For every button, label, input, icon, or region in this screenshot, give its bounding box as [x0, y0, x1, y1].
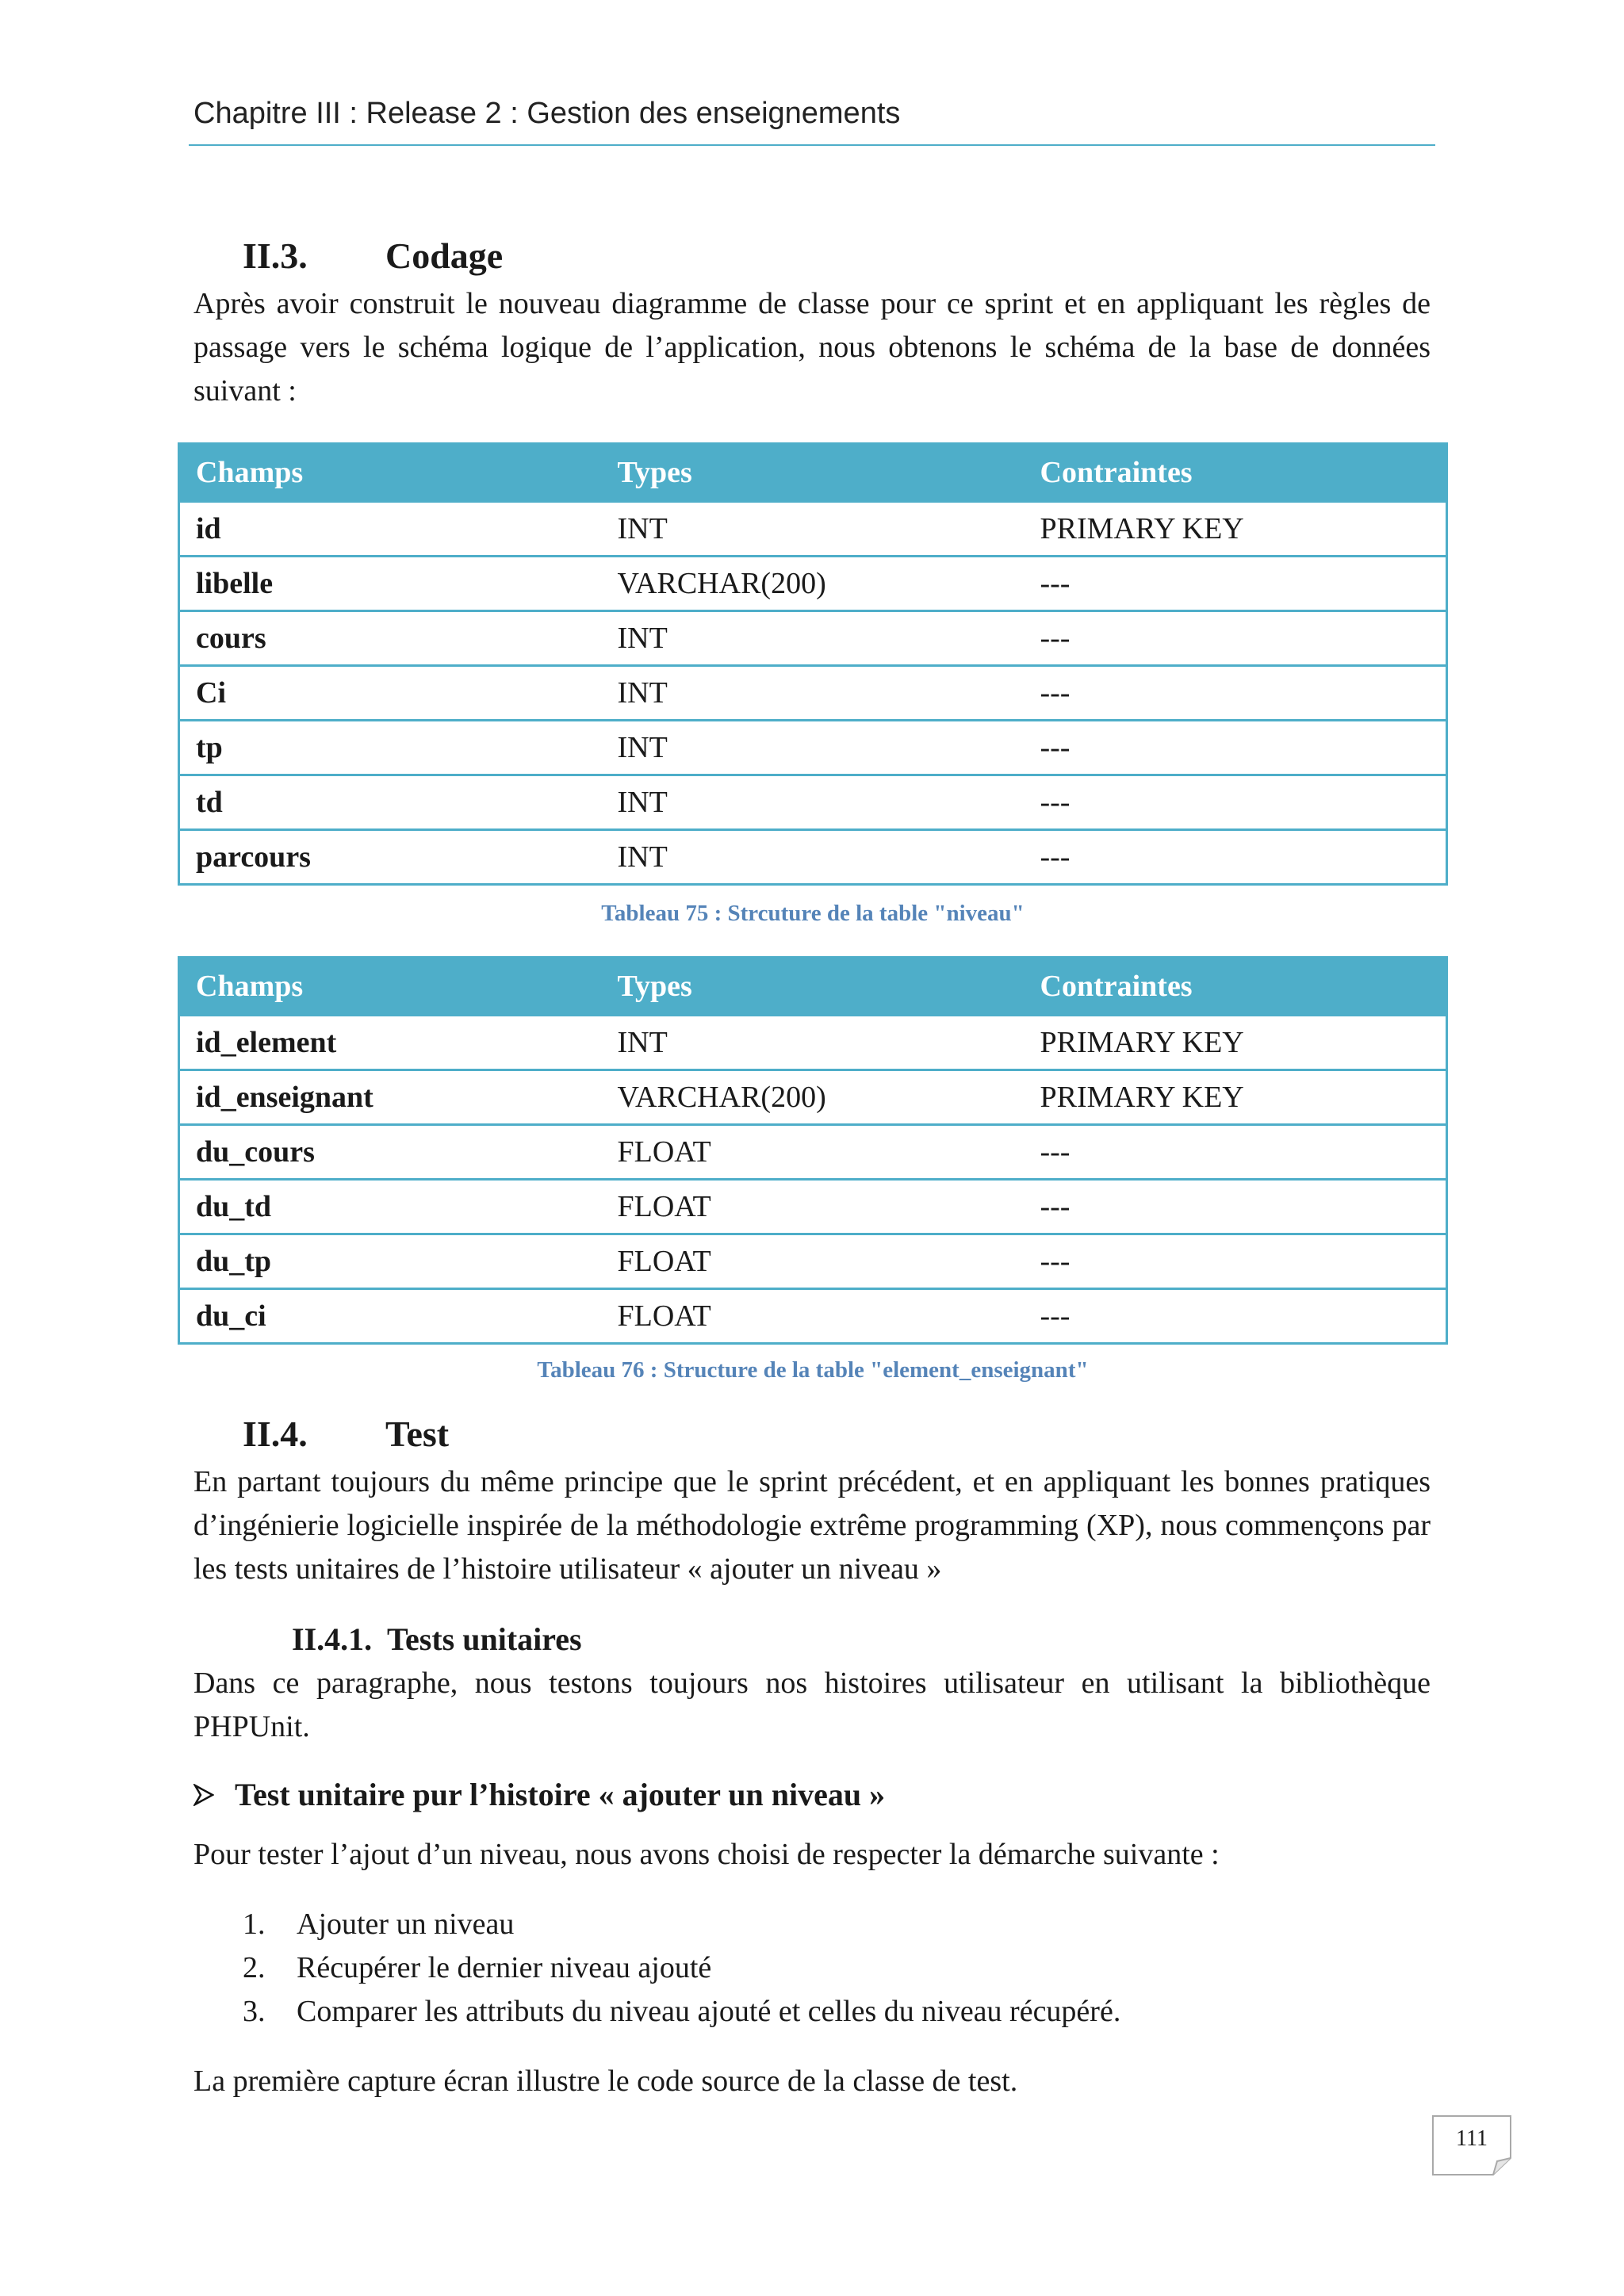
test-paragraph: En partant toujours du même principe que le sprint précédent, et en appliquant les bonnes pratiques d’ingénierie logicielle inspirée de la méthodologie extrême programming (XP), nous commençons par les tests unitaires de l’histoire utilisateur « ajouter un niveau »	[193, 1465, 1431, 1586]
table-row	[179, 611, 1447, 666]
table-row	[179, 775, 1447, 830]
section-heading-test	[243, 1413, 449, 1455]
running-header: Chapitre III : Release 2 : Gestion des enseignements	[193, 97, 901, 130]
field-constraint: ---	[1025, 666, 1447, 721]
field-name: du_tp	[179, 1234, 602, 1289]
field-constraint: ---	[1025, 721, 1447, 775]
field-constraint: ---	[1025, 1289, 1447, 1344]
field-type: FLOAT	[602, 1289, 1025, 1344]
table-row	[179, 1289, 1447, 1344]
table-header-row	[179, 958, 1447, 1016]
field-type: INT	[602, 502, 1025, 557]
field-constraint: PRIMARY KEY	[1025, 1016, 1447, 1070]
list-item	[243, 1903, 1120, 1946]
column-header: Champs	[179, 444, 602, 502]
field-constraint: ---	[1025, 611, 1447, 666]
column-header: Types	[602, 958, 1025, 1016]
codage-paragraph: Après avoir construit le nouveau diagramme de classe pour ce sprint et en appliquant les règles de passage vers le schéma logique de l’application, nous obtenons le schéma de la base de données suivant :	[193, 287, 1431, 408]
closing-paragraph: La première capture écran illustre le code source de la classe de test.	[193, 2064, 1018, 2098]
step-text: Récupérer le dernier niveau ajouté	[297, 1951, 712, 1984]
steps-list	[243, 1903, 1120, 2034]
field-constraint: ---	[1025, 830, 1447, 885]
step-number: 1.	[243, 1908, 266, 1941]
table-row	[179, 557, 1447, 611]
field-name: cours	[179, 611, 602, 666]
field-type: INT	[602, 1016, 1025, 1070]
field-constraint: PRIMARY KEY	[1025, 1070, 1447, 1125]
column-header: Champs	[179, 958, 602, 1016]
field-type: INT	[602, 830, 1025, 885]
table-row	[179, 721, 1447, 775]
field-type: VARCHAR(200)	[602, 557, 1025, 611]
field-name: tp	[179, 721, 602, 775]
demarche-intro: Pour tester l’ajout d’un niveau, nous avons choisi de respecter la démarche suivante :	[193, 1838, 1220, 1871]
field-name: du_td	[179, 1180, 602, 1234]
field-name: parcours	[179, 830, 602, 885]
field-constraint: PRIMARY KEY	[1025, 502, 1447, 557]
field-name: libelle	[179, 557, 602, 611]
subsection-number: II.4.1.	[292, 1621, 373, 1657]
table-caption: Tableau 76 : Structure de la table "element_enseignant"	[537, 1357, 1089, 1383]
table-row	[179, 1125, 1447, 1180]
list-item	[243, 1990, 1120, 2034]
column-header: Contraintes	[1025, 958, 1447, 1016]
table-row	[179, 1070, 1447, 1125]
arrow-bullet-icon	[193, 1784, 214, 1806]
bullet-heading	[193, 1776, 885, 1813]
column-header: Contraintes	[1025, 444, 1447, 502]
field-type: INT	[602, 611, 1025, 666]
table-element-enseignant	[178, 956, 1448, 1345]
field-type: FLOAT	[602, 1125, 1025, 1180]
section-title: Test	[385, 1414, 450, 1454]
field-type: FLOAT	[602, 1234, 1025, 1289]
step-number: 2.	[243, 1951, 266, 1984]
section-title: Codage	[385, 235, 504, 276]
field-type: VARCHAR(200)	[602, 1070, 1025, 1125]
field-constraint: ---	[1025, 1180, 1447, 1234]
table-row	[179, 666, 1447, 721]
field-type: FLOAT	[602, 1180, 1025, 1234]
table-caption: Tableau 75 : Strcuture de la table "niveau"	[601, 901, 1025, 926]
field-type: INT	[602, 775, 1025, 830]
page-number: 111	[1456, 2126, 1488, 2151]
section-number: II.3.	[243, 235, 308, 276]
step-number: 3.	[243, 1995, 266, 2028]
field-name: id_element	[179, 1016, 602, 1070]
section-heading-codage	[243, 235, 503, 277]
tests-unitaires-paragraph: Dans ce paragraphe, nous testons toujours nos histoires utilisateur en utilisant la bibliothèque PHPUnit.	[193, 1667, 1431, 1743]
table-row	[179, 502, 1447, 557]
subsection-heading	[292, 1621, 582, 1658]
table-row	[179, 1180, 1447, 1234]
header-rule	[189, 144, 1435, 146]
table-row	[179, 1234, 1447, 1289]
table-row	[179, 1016, 1447, 1070]
subsection-title: Tests unitaires	[387, 1621, 582, 1657]
field-name: id_enseignant	[179, 1070, 602, 1125]
field-type: INT	[602, 666, 1025, 721]
field-constraint: ---	[1025, 775, 1447, 830]
field-name: id	[179, 502, 602, 557]
field-type: INT	[602, 721, 1025, 775]
field-constraint: ---	[1025, 1125, 1447, 1180]
field-name: td	[179, 775, 602, 830]
step-text: Ajouter un niveau	[297, 1908, 515, 1941]
column-header: Types	[602, 444, 1025, 502]
field-name: du_cours	[179, 1125, 602, 1180]
section-number: II.4.	[243, 1414, 308, 1454]
field-name: Ci	[179, 666, 602, 721]
table-niveau	[178, 442, 1448, 886]
table-row	[179, 830, 1447, 885]
bullet-text: Test unitaire pur l’histoire « ajouter un niveau »	[235, 1777, 886, 1812]
step-text: Comparer les attributs du niveau ajouté et celles du niveau récupéré.	[297, 1995, 1121, 2028]
field-constraint: ---	[1025, 1234, 1447, 1289]
field-name: du_ci	[179, 1289, 602, 1344]
field-constraint: ---	[1025, 557, 1447, 611]
table-header-row	[179, 444, 1447, 502]
list-item	[243, 1946, 1120, 1990]
